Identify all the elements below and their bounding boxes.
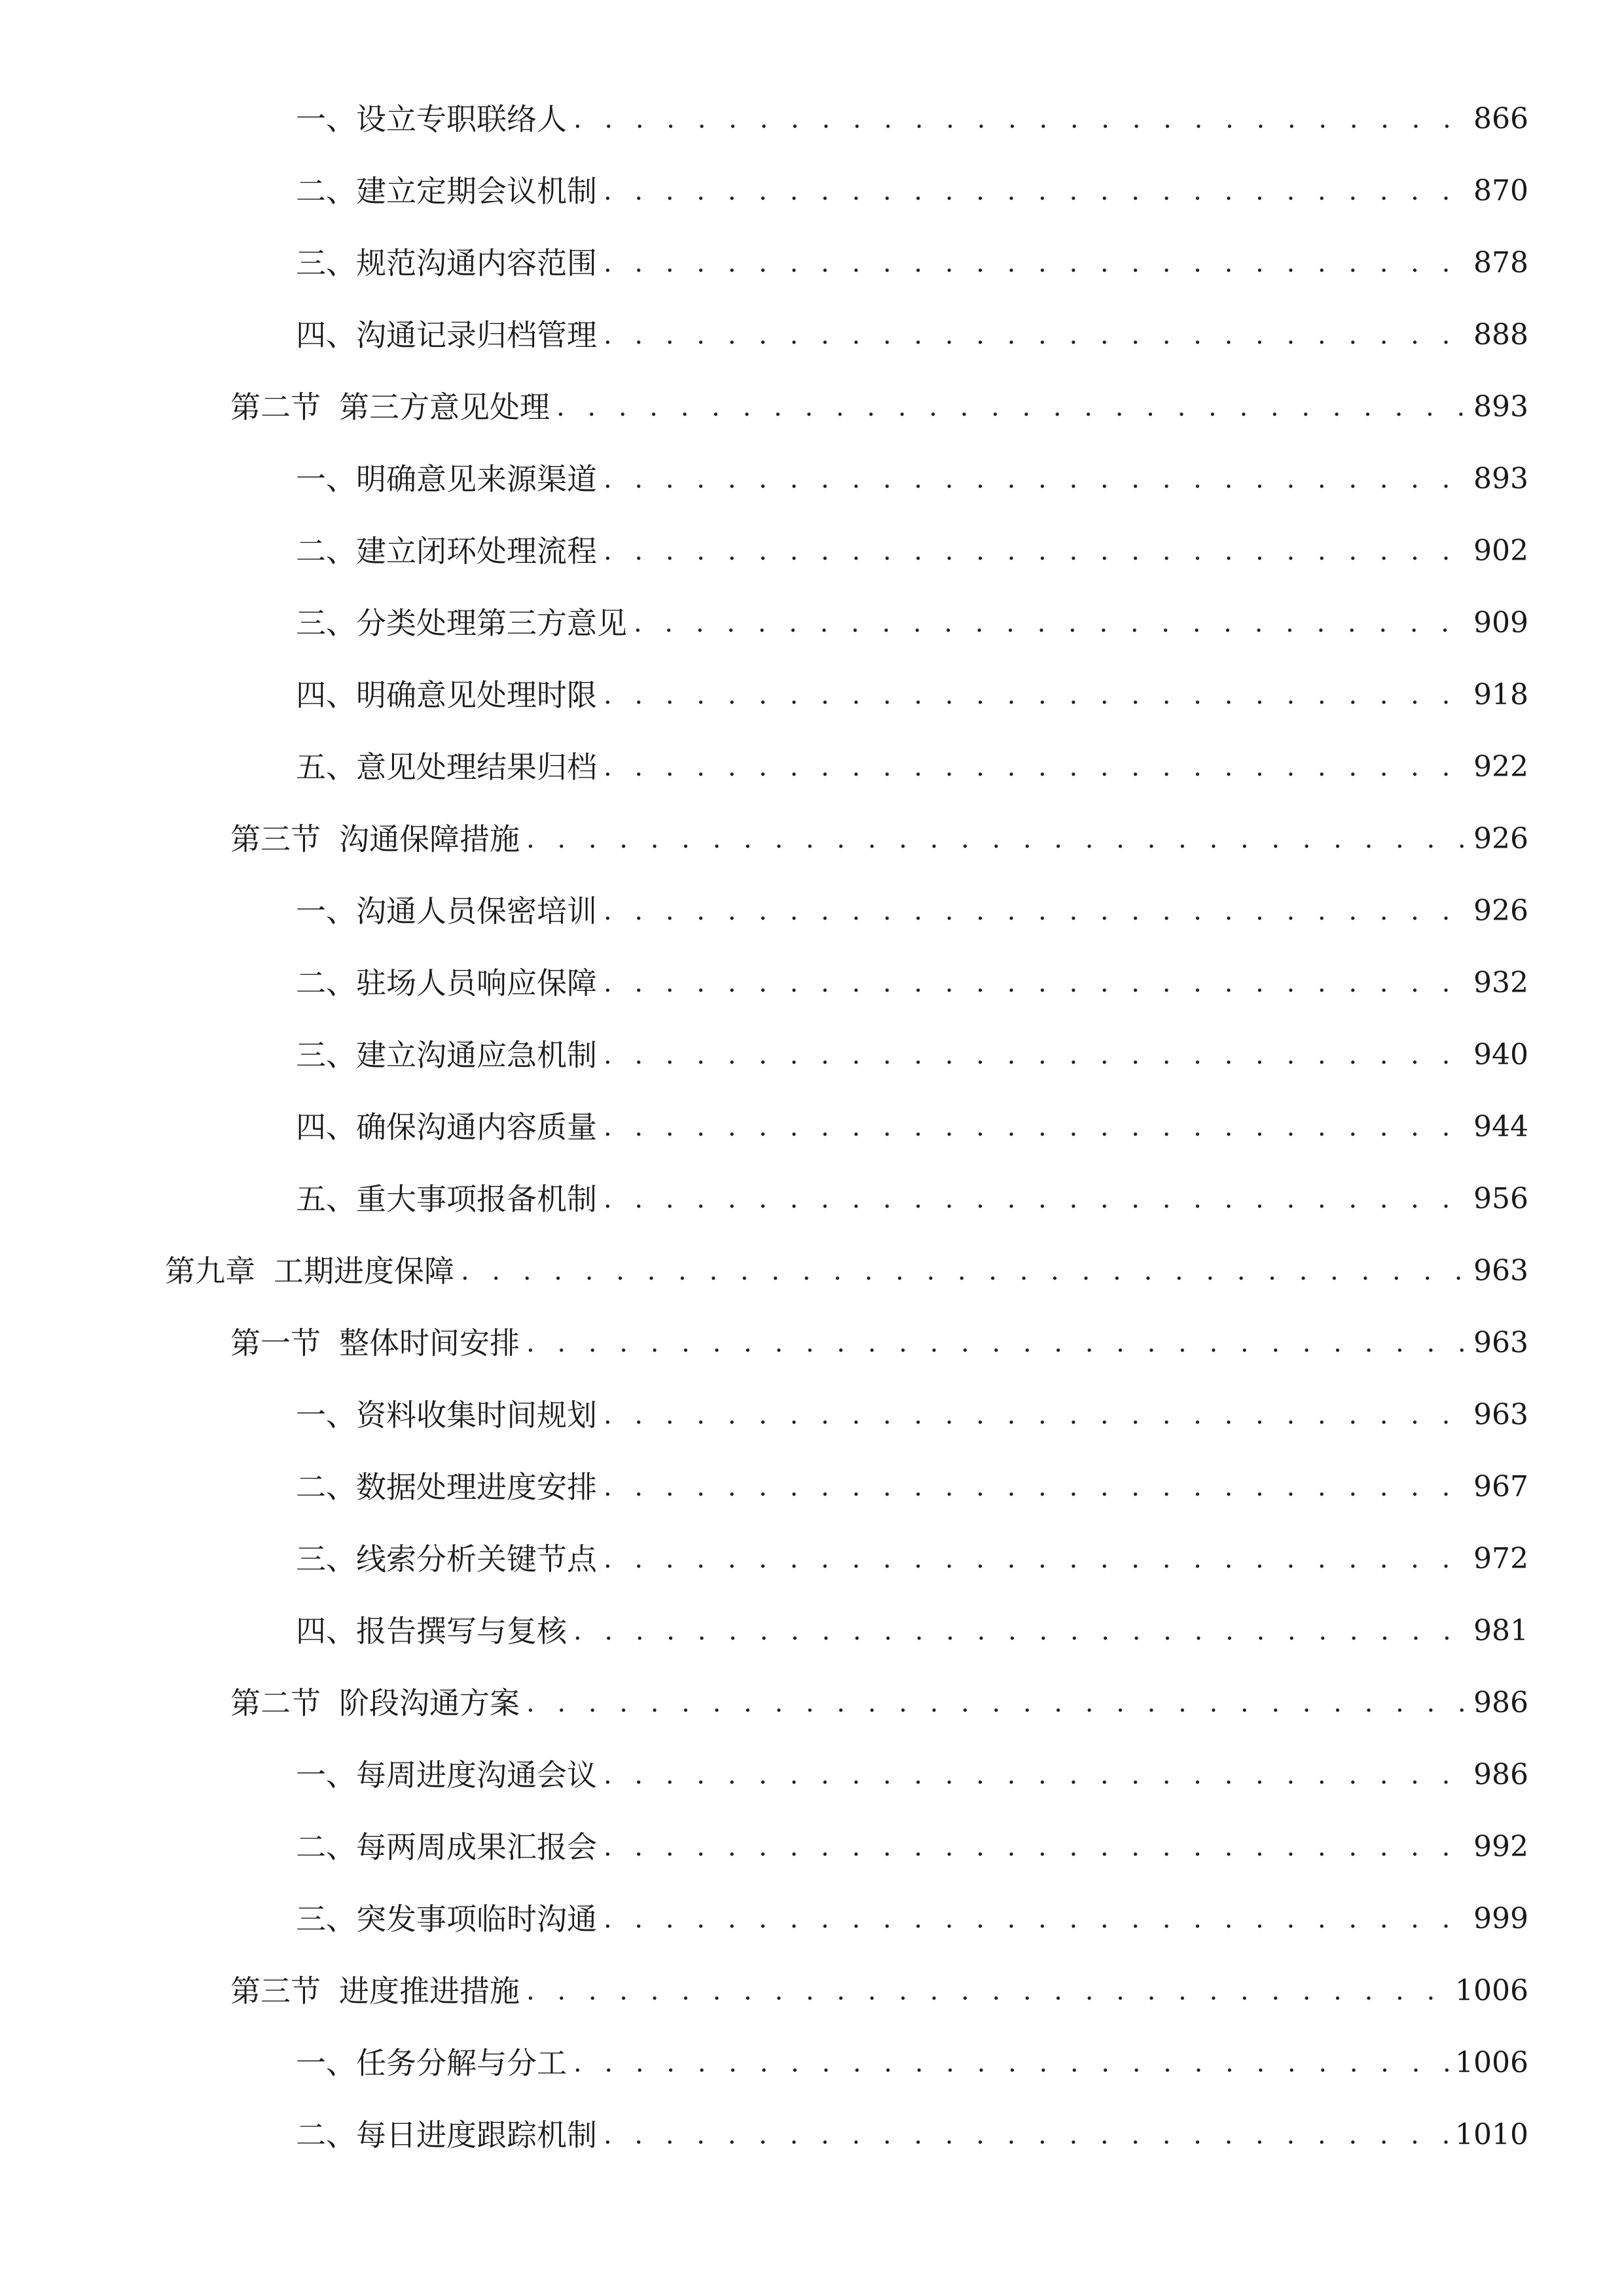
entry-number: 二、 xyxy=(296,1829,356,1865)
toc-entry[interactable] xyxy=(296,1173,1528,1225)
page-number: 986 xyxy=(1473,1758,1528,1791)
entry-title: 建立闭环处理流程 xyxy=(356,533,597,569)
dot-leader xyxy=(526,1965,1449,2017)
entry-number: 四、 xyxy=(296,677,356,713)
page-number: 992 xyxy=(1473,1830,1528,1863)
entry-number: 三、 xyxy=(296,245,356,281)
toc-entry[interactable] xyxy=(296,525,1528,577)
toc-entry[interactable] xyxy=(296,1029,1528,1081)
entry-number: 二、 xyxy=(296,533,356,569)
entry-title: 建立定期会议机制 xyxy=(356,173,597,209)
toc-entry[interactable] xyxy=(165,1245,1528,1297)
entry-number: 一、 xyxy=(296,1757,356,1793)
entry-title: 规范沟通内容范围 xyxy=(356,245,597,281)
page-number: 932 xyxy=(1473,966,1528,999)
toc-entry[interactable] xyxy=(296,93,1528,145)
page-number: 866 xyxy=(1473,102,1528,135)
page-number: 893 xyxy=(1473,390,1528,423)
entry-title: 资料收集时间规划 xyxy=(356,1397,597,1433)
dot-leader xyxy=(604,1389,1467,1441)
page-number: 963 xyxy=(1473,1398,1528,1431)
toc-entry[interactable] xyxy=(296,957,1528,1009)
entry-title: 重大事项报备机制 xyxy=(356,1181,597,1217)
page-number: 922 xyxy=(1473,750,1528,783)
entry-number: 第二节 xyxy=(230,389,321,425)
toc-entry[interactable] xyxy=(296,1821,1528,1873)
entry-title: 明确意见处理时限 xyxy=(356,677,597,713)
page-number: 981 xyxy=(1473,1614,1528,1647)
page-number: 893 xyxy=(1473,462,1528,495)
entry-number: 第三节 xyxy=(230,1973,321,2009)
page-number: 944 xyxy=(1473,1110,1528,1143)
dot-leader xyxy=(604,1461,1467,1513)
entry-number: 四、 xyxy=(296,317,356,353)
dot-leader xyxy=(604,453,1467,505)
toc-entry[interactable] xyxy=(296,1461,1528,1513)
page-number: 870 xyxy=(1473,174,1528,207)
toc-entry[interactable] xyxy=(296,165,1528,217)
entry-number: 四、 xyxy=(296,1613,356,1649)
entry-number: 三、 xyxy=(296,1541,356,1577)
entry-title: 阶段沟通方案 xyxy=(339,1685,520,1721)
entry-title: 沟通记录归档管理 xyxy=(356,317,597,353)
entry-title: 建立沟通应急机制 xyxy=(356,1037,597,1073)
entry-title: 明确意见来源渠道 xyxy=(356,461,597,497)
dot-leader xyxy=(604,957,1467,1009)
entry-title: 第三方意见处理 xyxy=(339,389,550,425)
entry-number: 一、 xyxy=(296,101,356,137)
entry-number: 一、 xyxy=(296,461,356,497)
entry-number: 二、 xyxy=(296,2117,356,2153)
toc-entry[interactable] xyxy=(296,2037,1528,2089)
page-number: 909 xyxy=(1473,606,1528,639)
page-number: 967 xyxy=(1473,1470,1528,1503)
entry-number: 二、 xyxy=(296,965,356,1001)
dot-leader xyxy=(526,813,1467,865)
page-number: 926 xyxy=(1473,822,1528,855)
dot-leader xyxy=(604,525,1467,577)
dot-leader xyxy=(604,669,1467,721)
dot-leader xyxy=(604,1533,1467,1585)
dot-leader xyxy=(604,1029,1467,1081)
page-number: 940 xyxy=(1473,1038,1528,1071)
toc-entry[interactable] xyxy=(296,597,1528,649)
toc-entry[interactable] xyxy=(296,1533,1528,1585)
dot-leader xyxy=(634,597,1467,649)
entry-title: 驻场人员响应保障 xyxy=(356,965,597,1001)
dot-leader xyxy=(604,1821,1467,1873)
entry-number: 五、 xyxy=(296,1181,356,1217)
toc-entry[interactable] xyxy=(296,1749,1528,1801)
toc-entry[interactable] xyxy=(230,1965,1528,2017)
entry-number: 一、 xyxy=(296,1397,356,1433)
toc-entry[interactable] xyxy=(296,237,1528,289)
entry-number: 一、 xyxy=(296,2045,356,2081)
page-number: 972 xyxy=(1473,1542,1528,1575)
dot-leader xyxy=(604,741,1467,793)
entry-title: 进度推进措施 xyxy=(339,1973,520,2009)
entry-number: 二、 xyxy=(296,1469,356,1505)
toc-entry[interactable] xyxy=(230,381,1528,433)
entry-title: 分类处理第三方意见 xyxy=(356,605,627,641)
entry-number: 四、 xyxy=(296,1109,356,1145)
page-number: 999 xyxy=(1473,1902,1528,1935)
page-number: 878 xyxy=(1473,246,1528,279)
toc-entry[interactable] xyxy=(296,2109,1528,2161)
dot-leader xyxy=(604,885,1467,937)
entry-title: 数据处理进度安排 xyxy=(356,1469,597,1505)
entry-title: 确保沟通内容质量 xyxy=(356,1109,597,1145)
dot-leader xyxy=(573,2037,1449,2089)
dot-leader xyxy=(604,309,1467,361)
dot-leader xyxy=(604,1173,1467,1225)
entry-title: 每周进度沟通会议 xyxy=(356,1757,597,1793)
toc-entry[interactable] xyxy=(296,885,1528,937)
entry-number: 第三节 xyxy=(230,821,321,857)
entry-number: 一、 xyxy=(296,893,356,929)
entry-number: 第九章 xyxy=(165,1253,255,1289)
page-number: 918 xyxy=(1473,678,1528,711)
toc-entry[interactable] xyxy=(230,1317,1528,1369)
entry-number: 二、 xyxy=(296,173,356,209)
page-number: 1006 xyxy=(1455,1974,1528,2007)
entry-number: 第二节 xyxy=(230,1685,321,1721)
entry-title: 任务分解与分工 xyxy=(356,2045,567,2081)
toc-entry[interactable] xyxy=(296,1389,1528,1441)
toc-entry[interactable] xyxy=(296,1101,1528,1153)
entry-title: 沟通人员保密培训 xyxy=(356,893,597,929)
toc-entry[interactable] xyxy=(230,1677,1528,1729)
dot-leader xyxy=(573,93,1467,145)
entry-title: 工期进度保障 xyxy=(274,1253,454,1289)
page-number: 956 xyxy=(1473,1182,1528,1215)
dot-leader xyxy=(526,1317,1467,1369)
page-number: 902 xyxy=(1473,534,1528,567)
toc-entry[interactable] xyxy=(296,1605,1528,1657)
entry-number: 三、 xyxy=(296,1901,356,1937)
entry-title: 沟通保障措施 xyxy=(339,821,520,857)
dot-leader xyxy=(604,1749,1467,1801)
toc-entry[interactable] xyxy=(230,813,1528,865)
dot-leader xyxy=(604,2109,1449,2161)
toc-entry[interactable] xyxy=(296,453,1528,505)
toc-entry[interactable] xyxy=(296,741,1528,793)
dot-leader xyxy=(604,237,1467,289)
dot-leader xyxy=(461,1245,1467,1297)
entry-title: 每两周成果汇报会 xyxy=(356,1829,597,1865)
entry-title: 整体时间安排 xyxy=(339,1325,520,1361)
page-number: 888 xyxy=(1473,318,1528,351)
page-number: 1006 xyxy=(1455,2046,1528,2079)
entry-title: 报告撰写与复核 xyxy=(356,1613,567,1649)
page-number: 1010 xyxy=(1455,2118,1528,2151)
toc-entry[interactable] xyxy=(296,669,1528,721)
entry-title: 线索分析关键节点 xyxy=(356,1541,597,1577)
entry-title: 设立专职联络人 xyxy=(356,101,567,137)
page-number: 986 xyxy=(1473,1686,1528,1719)
dot-leader xyxy=(604,1101,1467,1153)
dot-leader xyxy=(573,1605,1467,1657)
dot-leader xyxy=(556,381,1467,433)
entry-number: 三、 xyxy=(296,605,356,641)
toc-entry[interactable] xyxy=(296,309,1528,361)
toc-entry[interactable] xyxy=(296,1893,1528,1945)
entry-number: 三、 xyxy=(296,1037,356,1073)
entry-number: 五、 xyxy=(296,749,356,785)
entry-title: 意见处理结果归档 xyxy=(356,749,597,785)
dot-leader xyxy=(604,165,1467,217)
page-number: 926 xyxy=(1473,894,1528,927)
entry-title: 每日进度跟踪机制 xyxy=(356,2117,597,2153)
dot-leader xyxy=(604,1893,1467,1945)
entry-number: 第一节 xyxy=(230,1325,321,1361)
dot-leader xyxy=(526,1677,1467,1729)
page-number: 963 xyxy=(1473,1254,1528,1287)
page-number: 963 xyxy=(1473,1326,1528,1359)
entry-title: 突发事项临时沟通 xyxy=(356,1901,597,1937)
